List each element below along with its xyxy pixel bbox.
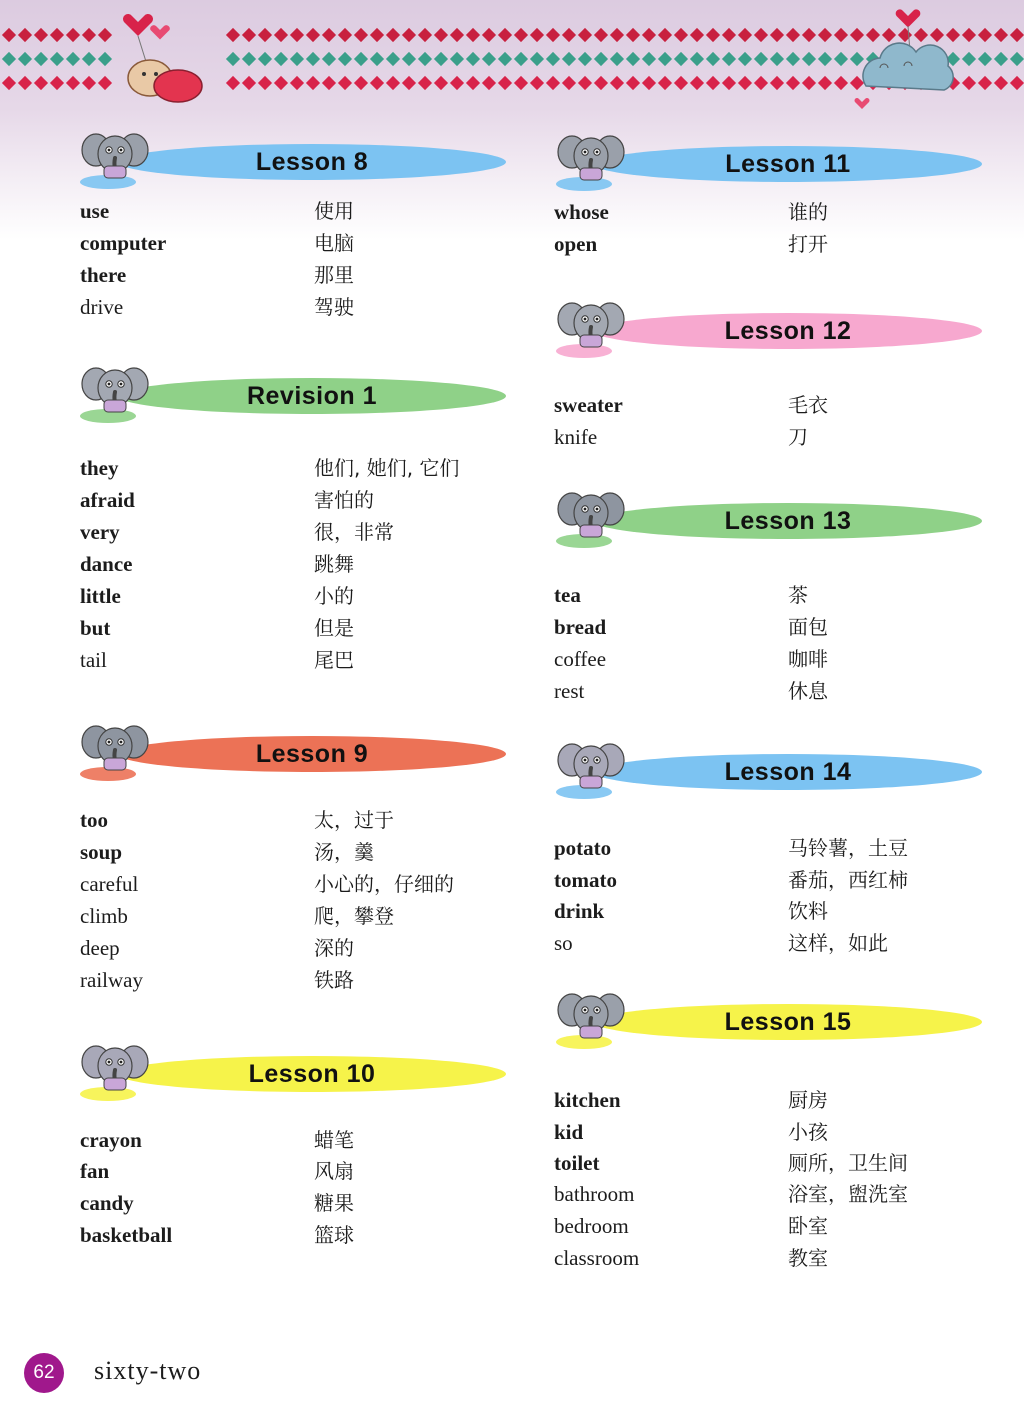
- diamond-shape: [738, 76, 752, 90]
- chinese-translation: 汤，羹: [314, 840, 374, 864]
- english-word: bread: [554, 615, 607, 639]
- diamond-shape: [274, 28, 288, 42]
- diamond-shape: [562, 76, 576, 90]
- diamond-shape: [690, 76, 704, 90]
- english-word: basketball: [80, 1223, 173, 1247]
- diamond-shape: [274, 52, 288, 66]
- diamond-shape: [530, 76, 544, 90]
- chinese-translation: 马铃薯，土豆: [788, 836, 908, 860]
- diamond-shape: [2, 76, 16, 90]
- diamond-shape: [18, 76, 32, 90]
- diamond-shape: [770, 76, 784, 90]
- diamond-shape: [66, 28, 80, 42]
- english-word: fan: [80, 1159, 110, 1183]
- english-word: open: [554, 232, 598, 256]
- diamond-shape: [994, 28, 1008, 42]
- diamond-shape: [690, 52, 704, 66]
- vocab-entry: [80, 612, 520, 644]
- diamond-shape: [610, 28, 624, 42]
- section-title: Lesson 12: [724, 317, 852, 345]
- section-banner-lesson-12: [554, 309, 984, 355]
- diamond-shape: [546, 76, 560, 90]
- diamond-shape: [386, 76, 400, 90]
- diamond-shape: [386, 52, 400, 66]
- chinese-translation: 害怕的: [314, 488, 374, 512]
- vocab-entry: [80, 291, 520, 323]
- diamond-shape: [962, 52, 976, 66]
- chinese-translation: 太，过于: [314, 808, 394, 832]
- chinese-translation: 风扇: [314, 1159, 354, 1183]
- diamond-shape: [674, 52, 688, 66]
- diamond-shape: [338, 28, 352, 42]
- english-word: little: [80, 584, 121, 608]
- diamond-shape: [818, 52, 832, 66]
- chinese-translation: 番茄，西红柿: [788, 868, 908, 892]
- chinese-translation: 糖果: [314, 1191, 354, 1215]
- english-word: there: [80, 263, 127, 287]
- diamond-shape: [802, 76, 816, 90]
- diamond-shape: [834, 28, 848, 42]
- chinese-translation: 驾驶: [314, 295, 354, 319]
- vocab-entry: [80, 836, 520, 868]
- diamond-shape: [418, 52, 432, 66]
- page-number-words: sixty-two: [94, 1356, 202, 1385]
- diamond-shape: [658, 52, 672, 66]
- vocab-entry: [80, 1187, 520, 1219]
- diamond-shape: [226, 76, 240, 90]
- vocab-entry: [554, 1147, 994, 1179]
- chinese-translation: 篮球: [314, 1223, 354, 1247]
- english-word: railway: [80, 968, 143, 992]
- diamond-shape: [258, 52, 272, 66]
- chinese-translation: 教室: [788, 1246, 828, 1270]
- diamond-shape: [306, 52, 320, 66]
- diamond-shape: [642, 52, 656, 66]
- diamond-shape: [802, 52, 816, 66]
- vocab-entry: [80, 227, 520, 259]
- english-word: coffee: [554, 647, 607, 671]
- diamond-shape: [706, 52, 720, 66]
- english-word: drive: [80, 295, 124, 319]
- diamond-shape: [514, 76, 528, 90]
- vocab-entry: [554, 611, 994, 643]
- vocab-entry: [80, 1155, 520, 1187]
- english-word: tea: [554, 583, 581, 607]
- diamond-shape: [562, 52, 576, 66]
- vocab-entry: [80, 932, 520, 964]
- diamond-shape: [290, 76, 304, 90]
- chinese-translation: 休息: [788, 679, 828, 703]
- diamond-shape: [786, 52, 800, 66]
- diamond-shape: [802, 28, 816, 42]
- vocab-entry: [80, 580, 520, 612]
- diamond-shape: [770, 52, 784, 66]
- vocab-entry: [554, 1178, 994, 1210]
- section-title: Lesson 15: [724, 1008, 852, 1036]
- english-word: careful: [80, 872, 139, 896]
- english-word: bathroom: [554, 1182, 635, 1206]
- chinese-translation: 卧室: [788, 1214, 828, 1238]
- english-word: soup: [80, 840, 123, 864]
- diamond-shape: [770, 28, 784, 42]
- diamond-shape: [738, 52, 752, 66]
- diamond-shape: [594, 28, 608, 42]
- vocab-entry: [554, 1242, 994, 1274]
- diamond-shape: [482, 76, 496, 90]
- english-word: tail: [80, 648, 107, 672]
- english-word: computer: [80, 231, 167, 255]
- diamond-shape: [402, 28, 416, 42]
- diamond-shape: [34, 52, 48, 66]
- diamond-shape: [754, 76, 768, 90]
- chinese-translation: 咖啡: [788, 647, 828, 671]
- diamond-shape: [514, 52, 528, 66]
- diamond-shape: [578, 28, 592, 42]
- section-banner-lesson-13: [554, 499, 984, 545]
- diamond-shape: [34, 28, 48, 42]
- diamond-shape: [226, 52, 240, 66]
- english-word: very: [80, 520, 120, 544]
- english-word: drink: [554, 899, 605, 923]
- diamond-shape: [2, 28, 16, 42]
- diamond-shape: [258, 28, 272, 42]
- section-banner-revision-1: [78, 374, 508, 420]
- diamond-shape: [370, 52, 384, 66]
- chinese-translation: 尾巴: [314, 648, 354, 672]
- diamond-shape: [370, 76, 384, 90]
- diamond-shape: [690, 28, 704, 42]
- diamond-shape: [450, 76, 464, 90]
- chinese-translation: 爬，攀登: [314, 904, 394, 928]
- chinese-translation: 他们, 她们, 它们: [314, 456, 460, 480]
- diamond-shape: [354, 28, 368, 42]
- diamond-shape: [482, 52, 496, 66]
- english-word: kitchen: [554, 1088, 621, 1112]
- diamond-shape: [594, 76, 608, 90]
- section-banner-lesson-10: [78, 1052, 508, 1098]
- diamond-shape: [834, 52, 848, 66]
- diamond-shape: [418, 28, 432, 42]
- section-banner-lesson-15: [554, 1000, 984, 1046]
- diamond-shape: [722, 76, 736, 90]
- english-word: knife: [554, 425, 598, 449]
- chinese-translation: 小的: [314, 584, 354, 608]
- cloud-illustration: [852, 6, 962, 112]
- vocab-entry: [554, 1210, 994, 1242]
- diamond-shape: [402, 76, 416, 90]
- diamond-shape: [306, 28, 320, 42]
- diamond-shape: [626, 28, 640, 42]
- english-word: classroom: [554, 1246, 640, 1270]
- chinese-translation: 蜡笔: [314, 1128, 354, 1152]
- english-word: kid: [554, 1120, 584, 1144]
- vocab-entry: [80, 452, 520, 484]
- diamond-shape: [786, 76, 800, 90]
- diamond-shape: [66, 52, 80, 66]
- diamond-shape: [82, 52, 96, 66]
- diamond-shape: [674, 76, 688, 90]
- diamond-shape: [2, 52, 16, 66]
- vocab-entry: [554, 927, 994, 959]
- diamond-shape: [466, 76, 480, 90]
- diamond-shape: [434, 52, 448, 66]
- vocab-entry: [554, 643, 994, 675]
- diamond-shape: [530, 52, 544, 66]
- chinese-translation: 刀: [788, 425, 808, 449]
- diamond-shape: [578, 76, 592, 90]
- vocab-entry: [554, 579, 994, 611]
- chinese-translation: 电脑: [314, 231, 354, 255]
- diamond-shape: [978, 76, 992, 90]
- vocab-entry: [80, 516, 520, 548]
- diamond-shape: [642, 28, 656, 42]
- diamond-shape: [1010, 28, 1024, 42]
- vocab-entry: [554, 832, 994, 864]
- section-title: Lesson 14: [724, 758, 852, 786]
- diamond-shape: [322, 52, 336, 66]
- chinese-translation: 这样，如此: [788, 931, 888, 955]
- diamond-shape: [434, 28, 448, 42]
- diamond-shape: [242, 76, 256, 90]
- diamond-shape: [354, 76, 368, 90]
- diamond-shape: [354, 52, 368, 66]
- vocab-entry: [554, 389, 994, 421]
- diamond-shape: [754, 52, 768, 66]
- diamond-shape: [626, 76, 640, 90]
- diamond-shape: [626, 52, 640, 66]
- diamond-shape: [610, 76, 624, 90]
- chinese-translation: 那里: [314, 263, 354, 287]
- vocab-entry: [80, 900, 520, 932]
- chinese-translation: 打开: [788, 232, 828, 256]
- vocab-entry: [80, 195, 520, 227]
- vocab-entry: [554, 1084, 994, 1116]
- diamond-shape: [578, 52, 592, 66]
- vocab-entry: [80, 484, 520, 516]
- diamond-shape: [1010, 52, 1024, 66]
- section-title: Lesson 11: [725, 150, 851, 178]
- diamond-shape: [978, 28, 992, 42]
- diamond-shape: [546, 28, 560, 42]
- diamond-shape: [994, 52, 1008, 66]
- diamond-shape: [498, 76, 512, 90]
- diamond-shape: [242, 52, 256, 66]
- diamond-shape: [450, 52, 464, 66]
- page-number-badge: 62: [24, 1353, 64, 1393]
- english-word: dance: [80, 552, 133, 576]
- diamond-shape: [818, 76, 832, 90]
- diamond-shape: [50, 52, 64, 66]
- section-banner-lesson-11: [554, 142, 984, 188]
- vocab-entry: [554, 228, 994, 260]
- diamond-shape: [306, 76, 320, 90]
- diamond-shape: [466, 52, 480, 66]
- diamond-shape: [530, 28, 544, 42]
- chinese-translation: 厕所，卫生间: [788, 1151, 908, 1175]
- chinese-translation: 深的: [314, 936, 354, 960]
- diamond-shape: [50, 28, 64, 42]
- diamond-shape: [322, 28, 336, 42]
- section-title: Lesson 8: [255, 148, 369, 176]
- diamond-shape: [290, 28, 304, 42]
- chinese-translation: 饮料: [788, 899, 828, 923]
- vocab-entry: [80, 1219, 520, 1251]
- diamond-shape: [370, 28, 384, 42]
- diamond-shape: [658, 76, 672, 90]
- chinese-translation: 小孩: [788, 1120, 828, 1144]
- diamond-shape: [722, 28, 736, 42]
- chinese-translation: 铁路: [314, 968, 354, 992]
- diamond-shape: [498, 28, 512, 42]
- diamond-shape: [610, 52, 624, 66]
- chinese-translation: 厨房: [788, 1088, 828, 1112]
- diamond-shape: [706, 76, 720, 90]
- vocab-entry: [80, 259, 520, 291]
- vocab-entry: [554, 421, 994, 453]
- diamond-shape: [642, 76, 656, 90]
- diamond-shape: [338, 52, 352, 66]
- english-word: bedroom: [554, 1214, 629, 1238]
- vocab-entry: [80, 548, 520, 580]
- chinese-translation: 小心的，仔细的: [314, 872, 454, 896]
- diamond-shape: [514, 28, 528, 42]
- diamond-shape: [66, 76, 80, 90]
- diamond-shape: [562, 28, 576, 42]
- english-word: they: [80, 456, 119, 480]
- diamond-shape: [242, 28, 256, 42]
- diamond-shape: [466, 28, 480, 42]
- diamond-shape: [82, 76, 96, 90]
- section-title: Revision 1: [246, 382, 378, 410]
- diamond-shape: [274, 76, 288, 90]
- diamond-shape: [34, 76, 48, 90]
- english-word: candy: [80, 1191, 134, 1215]
- english-word: toilet: [554, 1151, 600, 1175]
- diamond-shape: [258, 76, 272, 90]
- diamond-shape: [338, 76, 352, 90]
- diamond-shape: [1010, 76, 1024, 90]
- chinese-translation: 面包: [788, 615, 828, 639]
- english-word: potato: [554, 836, 612, 860]
- diamond-shape: [386, 28, 400, 42]
- diamond-shape: [418, 76, 432, 90]
- chinese-translation: 茶: [788, 583, 808, 607]
- diamond-shape: [434, 76, 448, 90]
- english-word: climb: [80, 904, 128, 928]
- english-word: rest: [554, 679, 585, 703]
- diamond-shape: [18, 52, 32, 66]
- english-word: so: [554, 931, 573, 955]
- vocab-entry: [80, 644, 520, 676]
- diamond-shape: [498, 52, 512, 66]
- diamond-shape: [50, 76, 64, 90]
- diamond-shape: [674, 28, 688, 42]
- diamond-shape: [722, 52, 736, 66]
- diamond-shape: [482, 28, 496, 42]
- english-word: crayon: [80, 1128, 142, 1152]
- bear-balloon-illustration: [108, 8, 218, 113]
- diamond-shape: [962, 28, 976, 42]
- diamond-shape: [978, 52, 992, 66]
- diamond-shape: [82, 28, 96, 42]
- english-word: tomato: [554, 868, 617, 892]
- diamond-shape: [754, 28, 768, 42]
- diamond-shape: [994, 76, 1008, 90]
- english-word: afraid: [80, 488, 135, 512]
- diamond-shape: [450, 28, 464, 42]
- diamond-shape: [658, 28, 672, 42]
- english-word: deep: [80, 936, 120, 960]
- chinese-translation: 浴室，盥洗室: [788, 1182, 908, 1206]
- chinese-translation: 但是: [314, 616, 354, 640]
- english-word: too: [80, 808, 108, 832]
- diamond-shape: [18, 28, 32, 42]
- section-banner-lesson-9: [78, 732, 508, 778]
- vocab-entry: [554, 196, 994, 228]
- diamond-shape: [834, 76, 848, 90]
- section-banner-lesson-8: [78, 140, 508, 186]
- section-title: Lesson 9: [255, 740, 369, 768]
- section-banner-lesson-14: [554, 750, 984, 796]
- vocab-entry: [554, 895, 994, 927]
- english-word: but: [80, 616, 111, 640]
- diamond-shape: [818, 28, 832, 42]
- chinese-translation: 谁的: [788, 200, 828, 224]
- english-word: sweater: [554, 393, 623, 417]
- vocab-entry: [80, 1124, 520, 1156]
- english-word: whose: [554, 200, 609, 224]
- diamond-shape: [786, 28, 800, 42]
- diamond-shape: [402, 52, 416, 66]
- vocab-entry: [554, 675, 994, 707]
- vocab-entry: [80, 868, 520, 900]
- diamond-shape: [546, 52, 560, 66]
- diamond-shape: [322, 76, 336, 90]
- english-word: use: [80, 199, 110, 223]
- diamond-shape: [706, 28, 720, 42]
- section-title: Lesson 13: [724, 507, 852, 535]
- chinese-translation: 很，非常: [314, 520, 394, 544]
- diamond-shape: [594, 52, 608, 66]
- chinese-translation: 毛衣: [788, 393, 828, 417]
- diamond-shape: [226, 28, 240, 42]
- vocab-entry: [80, 804, 520, 836]
- chinese-translation: 使用: [314, 199, 354, 223]
- chinese-translation: 跳舞: [314, 552, 354, 576]
- vocab-entry: [80, 964, 520, 996]
- vocab-entry: [554, 1116, 994, 1148]
- diamond-shape: [738, 28, 752, 42]
- diamond-shape: [290, 52, 304, 66]
- vocab-entry: [554, 864, 994, 896]
- diamond-shape: [962, 76, 976, 90]
- section-title: Lesson 10: [248, 1060, 376, 1088]
